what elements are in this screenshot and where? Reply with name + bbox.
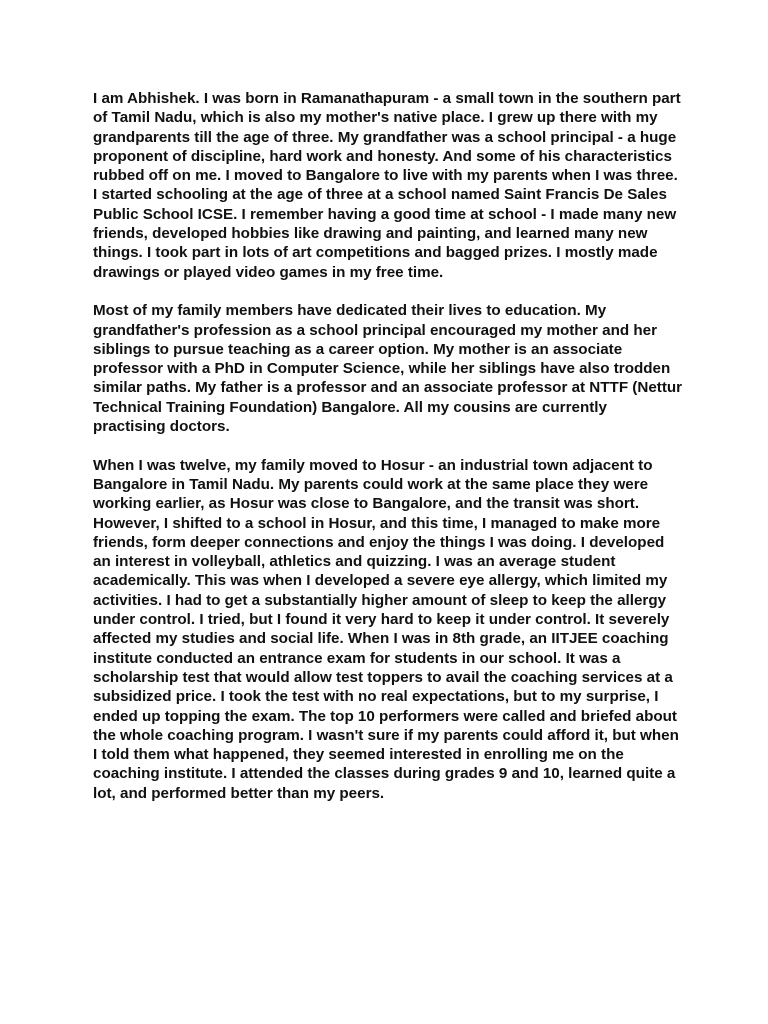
paragraph-family-education: Most of my family members have dedicated their lives to education. My grandfather's profession as a school principal encouraged my mother and her siblings to pursue teaching as a career option. My mother is an associate professor with a PhD in Computer Science, while her siblings have also trodden similar paths. My father is a professor and an associate professor at NTTF (Nettur Technical Training Foundation) Bangalore. All my cousins are currently practising doctors. <box>93 302 683 436</box>
paragraph-early-life: I am Abhishek. I was born in Ramanathapuram - a small town in the southern part of Tamil Nadu, which is also my mother's native place. I grew up there with my grandparents till the age of three. My grandfather was a school principal - a huge proponent of discipline, hard work and honesty. And some of his characteristics rubbed off on me. I moved to Bangalore to live with my parents when I was three. I started schooling at the age of three at a school named Saint Francis De Sales Public School ICSE. I remember having a good time at school - I made many new friends, developed hobbies like drawing and painting, and learned many new things. I took part in lots of art competitions and bagged prizes. I mostly made drawings or played video games in my free time. <box>93 90 681 281</box>
document-body <box>93 89 683 803</box>
paragraph-hosur-schooling: When I was twelve, my family moved to Hosur - an industrial town adjacent to Bangalore in Tamil Nadu. My parents could work at the same place they were working earlier, as Hosur was close to Bangalore, and the transit was short. However, I shifted to a school in Hosur, and this time, I managed to make more friends, form deeper connections and enjoy the things I was doing. I developed an interest in volleyball, athletics and quizzing. I was an average student academically. This was when I developed a severe eye allergy, which limited my activities. I had to get a substantially higher amount of sleep to keep the allergy under control. I tried, but I found it very hard to keep it under control. It severely affected my studies and social life. When I was in 8th grade, an IITJEE coaching institute conducted an entrance exam for students in our school. It was a scholarship test that would allow test toppers to avail the coaching services at a subsidized price. I took the test with no real expectations, but to my surprise, I ended up topping the exam. The top 10 performers were called and briefed about the whole coaching program. I wasn't sure if my parents could afford it, but when I told them what happened, they seemed interested in enrolling me on the coaching institute. I attended the classes during grades 9 and 10, learned quite a lot, and performed better than my peers. <box>93 456 679 802</box>
